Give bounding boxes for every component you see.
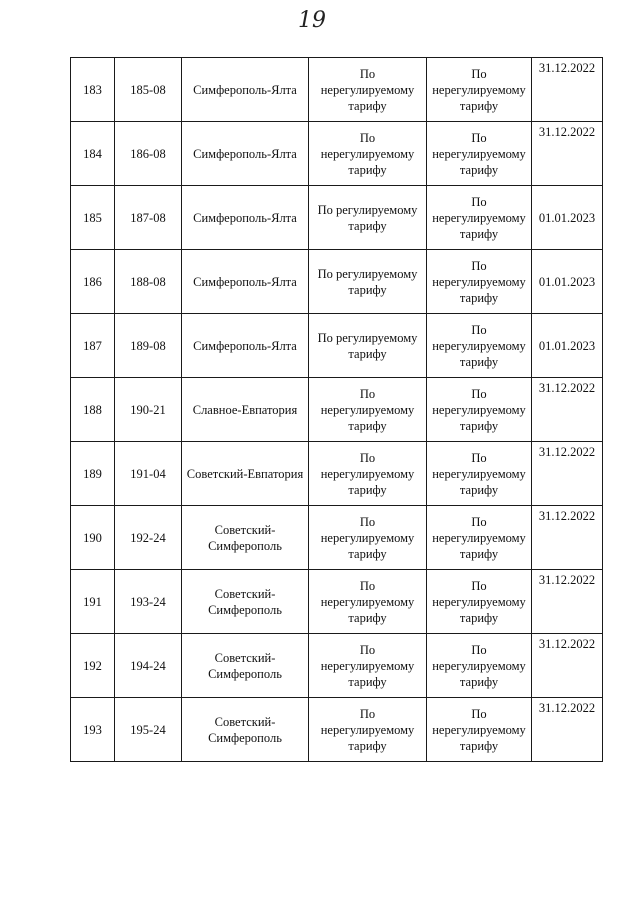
row-number-cell: 188: [71, 378, 115, 442]
tariff-b-cell: По нерегулируемому тарифу: [427, 186, 532, 250]
route-name-cell: Советский-Симферополь: [182, 634, 309, 698]
route-name-cell: Симферополь-Ялта: [182, 186, 309, 250]
table-row: [71, 186, 603, 250]
tariff-b-cell: По нерегулируемому тарифу: [427, 442, 532, 506]
route-code-cell: 193-24: [115, 570, 182, 634]
routes-table-body: [71, 58, 603, 762]
route-code-cell: 195-24: [115, 698, 182, 762]
date-cell: 31.12.2022: [532, 58, 603, 122]
date-cell: 31.12.2022: [532, 698, 603, 762]
table-row: [71, 570, 603, 634]
route-name-cell: Славное-Евпатория: [182, 378, 309, 442]
route-name-cell: Советский-Симферополь: [182, 698, 309, 762]
row-number-cell: 185: [71, 186, 115, 250]
row-number-cell: 183: [71, 58, 115, 122]
table-row: [71, 506, 603, 570]
row-number-cell: 191: [71, 570, 115, 634]
route-code-cell: 194-24: [115, 634, 182, 698]
row-number-cell: 189: [71, 442, 115, 506]
tariff-b-cell: По нерегулируемому тарифу: [427, 314, 532, 378]
row-number-cell: 192: [71, 634, 115, 698]
date-cell: 31.12.2022: [532, 442, 603, 506]
tariff-a-cell: По нерегулируемому тарифу: [309, 634, 427, 698]
route-name-cell: Советский-Евпатория: [182, 442, 309, 506]
route-name-cell: Симферополь-Ялта: [182, 58, 309, 122]
row-number-cell: 190: [71, 506, 115, 570]
table-row: [71, 698, 603, 762]
table-row: [71, 442, 603, 506]
table-row: [71, 250, 603, 314]
table-row: [71, 58, 603, 122]
route-name-cell: Советский-Симферополь: [182, 506, 309, 570]
table-row: [71, 634, 603, 698]
tariff-a-cell: По регулируемому тарифу: [309, 250, 427, 314]
route-code-cell: 191-04: [115, 442, 182, 506]
tariff-b-cell: По нерегулируемому тарифу: [427, 506, 532, 570]
route-name-cell: Симферополь-Ялта: [182, 250, 309, 314]
tariff-a-cell: По регулируемому тарифу: [309, 314, 427, 378]
routes-table: [70, 57, 603, 762]
tariff-b-cell: По нерегулируемому тарифу: [427, 634, 532, 698]
tariff-a-cell: По нерегулируемому тарифу: [309, 506, 427, 570]
route-name-cell: Симферополь-Ялта: [182, 314, 309, 378]
route-code-cell: 185-08: [115, 58, 182, 122]
tariff-a-cell: По нерегулируемому тарифу: [309, 442, 427, 506]
route-code-cell: 190-21: [115, 378, 182, 442]
tariff-a-cell: По нерегулируемому тарифу: [309, 698, 427, 762]
row-number-cell: 187: [71, 314, 115, 378]
route-code-cell: 187-08: [115, 186, 182, 250]
route-name-cell: Симферополь-Ялта: [182, 122, 309, 186]
date-cell: 01.01.2023: [532, 314, 603, 378]
table-row: [71, 314, 603, 378]
date-cell: 31.12.2022: [532, 634, 603, 698]
date-cell: 31.12.2022: [532, 378, 603, 442]
row-number-cell: 186: [71, 250, 115, 314]
tariff-a-cell: По нерегулируемому тарифу: [309, 58, 427, 122]
tariff-b-cell: По нерегулируемому тарифу: [427, 58, 532, 122]
tariff-b-cell: По нерегулируемому тарифу: [427, 122, 532, 186]
tariff-b-cell: По нерегулируемому тарифу: [427, 250, 532, 314]
date-cell: 31.12.2022: [532, 570, 603, 634]
tariff-b-cell: По нерегулируемому тарифу: [427, 378, 532, 442]
tariff-a-cell: По нерегулируемому тарифу: [309, 570, 427, 634]
tariff-b-cell: По нерегулируемому тарифу: [427, 698, 532, 762]
tariff-a-cell: По нерегулируемому тарифу: [309, 122, 427, 186]
tariff-a-cell: По регулируемому тарифу: [309, 186, 427, 250]
route-code-cell: 192-24: [115, 506, 182, 570]
date-cell: 01.01.2023: [532, 186, 603, 250]
page-number: 19: [298, 8, 326, 33]
date-cell: 31.12.2022: [532, 122, 603, 186]
route-name-cell: Советский-Симферополь: [182, 570, 309, 634]
date-cell: 31.12.2022: [532, 506, 603, 570]
route-code-cell: 186-08: [115, 122, 182, 186]
route-code-cell: 188-08: [115, 250, 182, 314]
tariff-b-cell: По нерегулируемому тарифу: [427, 570, 532, 634]
row-number-cell: 193: [71, 698, 115, 762]
date-cell: 01.01.2023: [532, 250, 603, 314]
route-code-cell: 189-08: [115, 314, 182, 378]
row-number-cell: 184: [71, 122, 115, 186]
tariff-a-cell: По нерегулируемому тарифу: [309, 378, 427, 442]
table-row: [71, 378, 603, 442]
table-row: [71, 122, 603, 186]
